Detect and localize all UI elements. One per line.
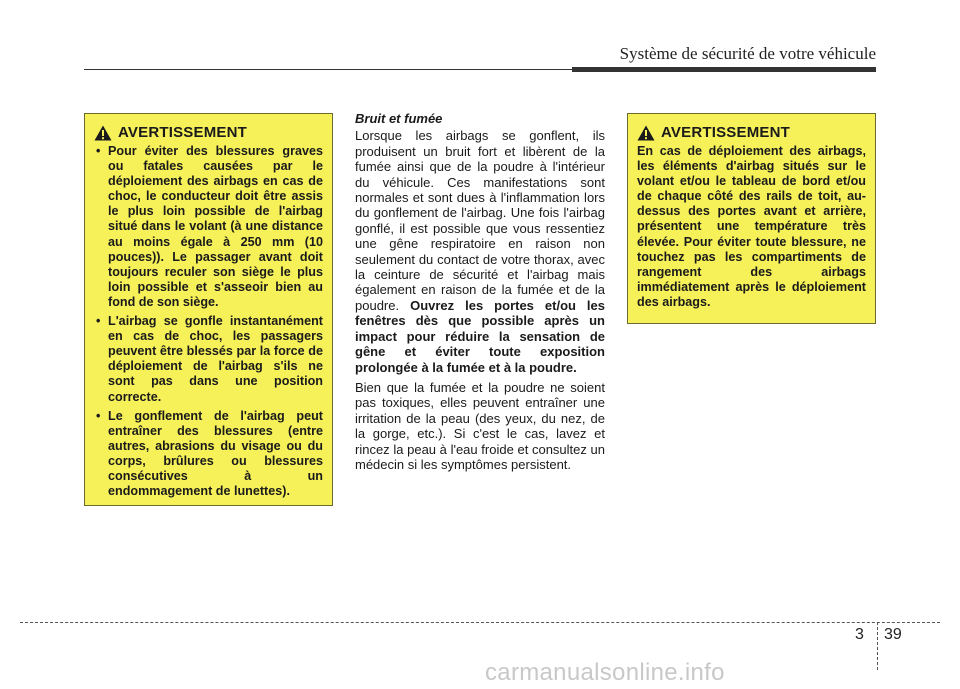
section-paragraph <box>355 128 605 375</box>
warning-item-text: Pour éviter des blessures graves ou fatales causées par le déploiement des airbags en cas de choc, le conducteur doit être assis le plus loin possible de l'airbag situé dans le volant (à une distance au moins égale à 250 mm (10 pouces)). Le passager avant doit toujours reculer son siège le plus loin possible et s'asseoir bien au fond de son siège. <box>108 144 323 309</box>
section-subtitle: Bruit et fumée <box>355 111 443 126</box>
warning-list <box>94 144 323 499</box>
paragraph-bold-text: Ouvrez les portes et/ou les fenêtres dès que possible après un impact pour réduire la sensation de gêne et éviter toute exposition prolongée à la fumée et à la poudre. <box>355 297 605 375</box>
warning-box-right <box>627 113 876 324</box>
warning-item: • Le gonflement de l'airbag peut entraîner des blessures (entre autres, abrasions du visage ou du corps, brûlures ou blessures consécutives à un endommagement de lunettes). <box>96 408 323 499</box>
warning-triangle-icon <box>94 125 112 141</box>
section-paragraph: Bien que la fumée et la poudre ne soient pas toxiques, elles peuvent entraîner une irritation de la peau (des yeux, du nez, de la gorge, etc.). Si c'est le cas, lavez et rincez la peau à l'eau froide et consultez un médecin si les symptômes persistent. <box>355 379 605 472</box>
warning-text: En cas de déploiement des airbags, les éléments d'airbag situés sur le volant et/ou le tableau de bord et/ou de chaque côté des rails de toit, au-dessus des portes avant et arrière, présentent une température très élevée. Pour éviter toute blessure, ne touchez pas les compartiments de rangement des airbags immédiatement après le déploiement des airbags. <box>637 144 866 309</box>
warning-title: AVERTISSEMENT <box>661 124 791 141</box>
paragraph-text: Lorsque les airbags se gonflent, ils produisent un bruit fort et libèrent de la fumée ainsi que de la poudre à l'intérieur du véhicule. Ces manifestations sont normales et sont dues à l'inflammation lors du gonflement de l'airbag. Une fois l'airbag gonflé, il est possible que vous ressentiez une gêne respiratoire en raison non seulement du contact de votre thorax, avec la ceinture de sécurité et l'airbag mais également en raison de la fumée et de la poudre. <box>355 128 605 313</box>
header-rule-accent <box>572 67 876 72</box>
footer-divider <box>877 622 878 670</box>
smoke-noise-section <box>355 111 605 477</box>
footer-rule <box>20 622 940 623</box>
warning-item-text: Le gonflement de l'airbag peut entraîner des blessures (entre autres, abrasions du visage ou du corps, brûlures ou blessures consécutives à un endommagement de lunettes). <box>108 408 323 499</box>
warning-triangle-icon <box>637 125 655 141</box>
warning-item: • L'airbag se gonfle instantanément en cas de choc, les passagers peuvent être blessés par la force de déploiement de l'airbag s'ils ne sont pas dans une position correcte. <box>96 314 323 404</box>
warning-header <box>94 124 323 141</box>
warning-box-left <box>84 113 333 506</box>
page-header-title: Système de sécurité de votre véhicule <box>619 44 876 63</box>
watermark: carmanualsonline.info <box>485 659 725 686</box>
page-number: 39 <box>884 626 902 643</box>
warning-item-text: L'airbag se gonfle instantanément en cas de choc, les passagers peuvent être blessés par la force de déploiement de l'airbag s'ils ne sont pas dans une position correcte. <box>108 314 323 404</box>
chapter-number: 3 <box>855 626 864 643</box>
warning-title: AVERTISSEMENT <box>118 124 248 141</box>
warning-header <box>637 124 866 141</box>
warning-item: • Pour éviter des blessures graves ou fatales causées par le déploiement des airbags en cas de choc, le conducteur doit être assis le plus loin possible de l'airbag situé dans le volant (à une distance au moins égale à 250 mm (10 pouces)). Le passager avant doit toujours reculer son siège le plus loin possible et s'asseoir bien au fond de son siège. <box>96 144 323 309</box>
